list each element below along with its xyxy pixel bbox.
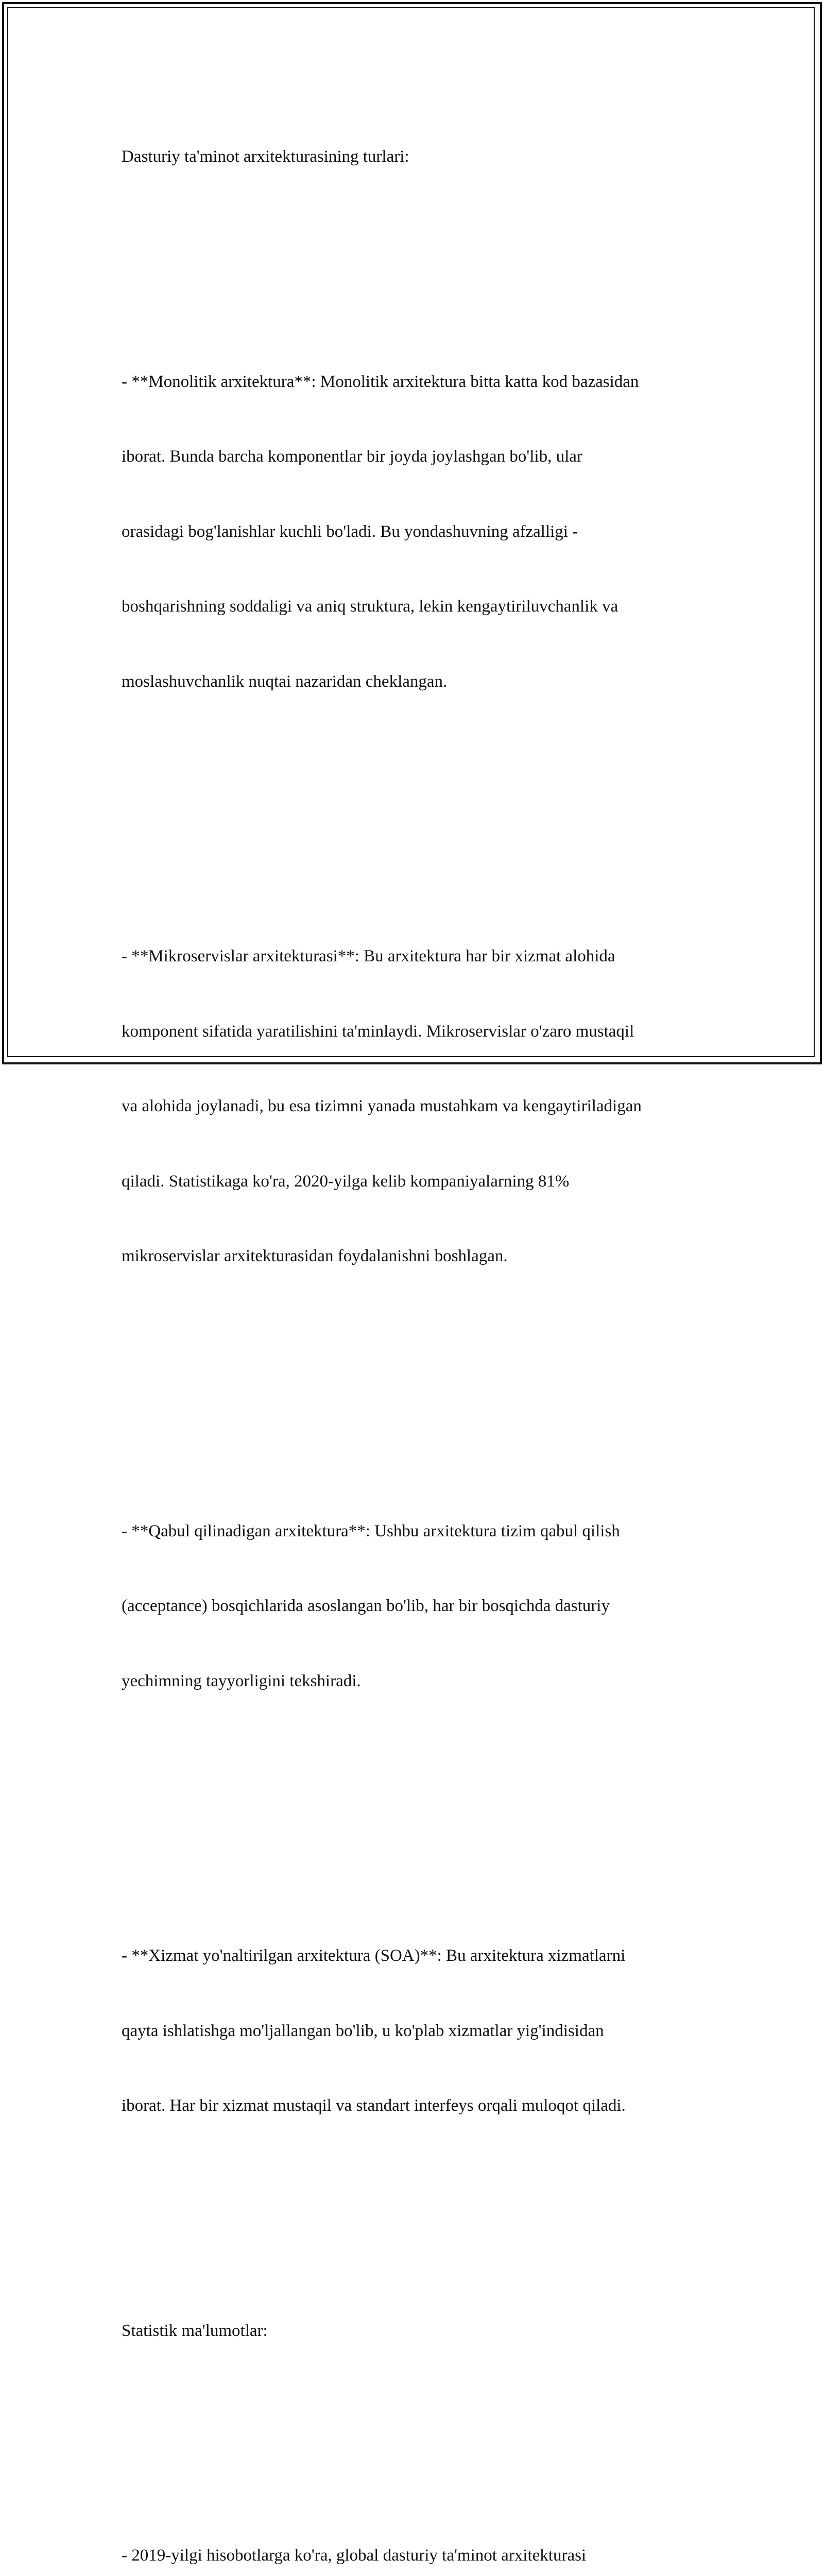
- section-statistics: [122, 2493, 714, 2576]
- paragraph-line: - **Mikroservislar arxitekturasi**: Bu arxitektura har bir xizmat alohida: [122, 947, 615, 965]
- paragraph-gap: [122, 219, 714, 245]
- paragraph-line: qiladi. Statistikaga ko'ra, 2020-yilga kelib kompaniyalarning 81%: [122, 1172, 570, 1191]
- section-soa: [122, 1893, 714, 2168]
- paragraph-line: qayta ishlatishga mo'ljallangan bo'lib, u ko'plab xizmatlar yig'indisidan: [122, 2021, 604, 2040]
- paragraph-line: va alohida joylanadi, bu esa tizimni yanada mustahkam va kengaytiriladigan: [122, 1097, 642, 1115]
- paragraph-gap: [122, 2393, 714, 2418]
- paragraph-line: boshqarishning soddaligi va aniq struktura, lekin kengaytiriluvchanlik va: [122, 597, 619, 616]
- paragraph-gap: [122, 2218, 714, 2244]
- stats-line: - 2019-yilgi hisobotlarga ko'ra, global dasturiy ta'minot arxitekturasi: [122, 2546, 587, 2565]
- paragraph-line: - **Monolitik arxitektura**: Monolitik arxitektura bitta katta kod bazasidan: [122, 372, 639, 391]
- paragraph-line: iborat. Har bir xizmat mustaqil va standart interfeys orqali muloqot qiladi.: [122, 2096, 626, 2115]
- document-body: [122, 94, 714, 2576]
- stats-heading: Statistik ma'lumotlar:: [122, 2321, 268, 2340]
- paragraph-line: komponent sifatida yaratilishini ta'minlaydi. Mikroservislar o'zaro mustaqil: [122, 1022, 634, 1041]
- section-microservices: [122, 894, 714, 1319]
- paragraph-gap: [122, 1793, 714, 1819]
- section-acceptance: [122, 1469, 714, 1744]
- section-monolithic: [122, 319, 714, 744]
- paragraph-line: - **Xizmat yo'naltirilgan arxitektura (SOA)**: Bu arxitektura xizmatlarni: [122, 1946, 626, 1965]
- document-heading: Dasturiy ta'minot arxitekturasining turlari:: [122, 147, 409, 166]
- paragraph-line: yechimning tayyorligini tekshiradi.: [122, 1671, 361, 1690]
- paragraph-line: (acceptance) bosqichlarida asoslangan bo'lib, har bir bosqichda dasturiy: [122, 1597, 610, 1615]
- paragraph-line: - **Qabul qilinadigan arxitektura**: Ushbu arxitektura tizim qabul qilish: [122, 1521, 620, 1540]
- paragraph-line: iborat. Bunda barcha komponentlar bir joyda joylashgan bo'lib, ular: [122, 447, 582, 466]
- paragraph-line: moslashuvchanlik nuqtai nazaridan cheklangan.: [122, 672, 448, 691]
- paragraph-line: mikroservislar arxitekturasidan foydalanishni boshlagan.: [122, 1247, 508, 1265]
- paragraph-gap: [122, 794, 714, 819]
- paragraph-line: orasidagi bog'lanishlar kuchli bo'ladi. Bu yondashuvning afzalligi -: [122, 522, 578, 541]
- paragraph-gap: [122, 1369, 714, 1394]
